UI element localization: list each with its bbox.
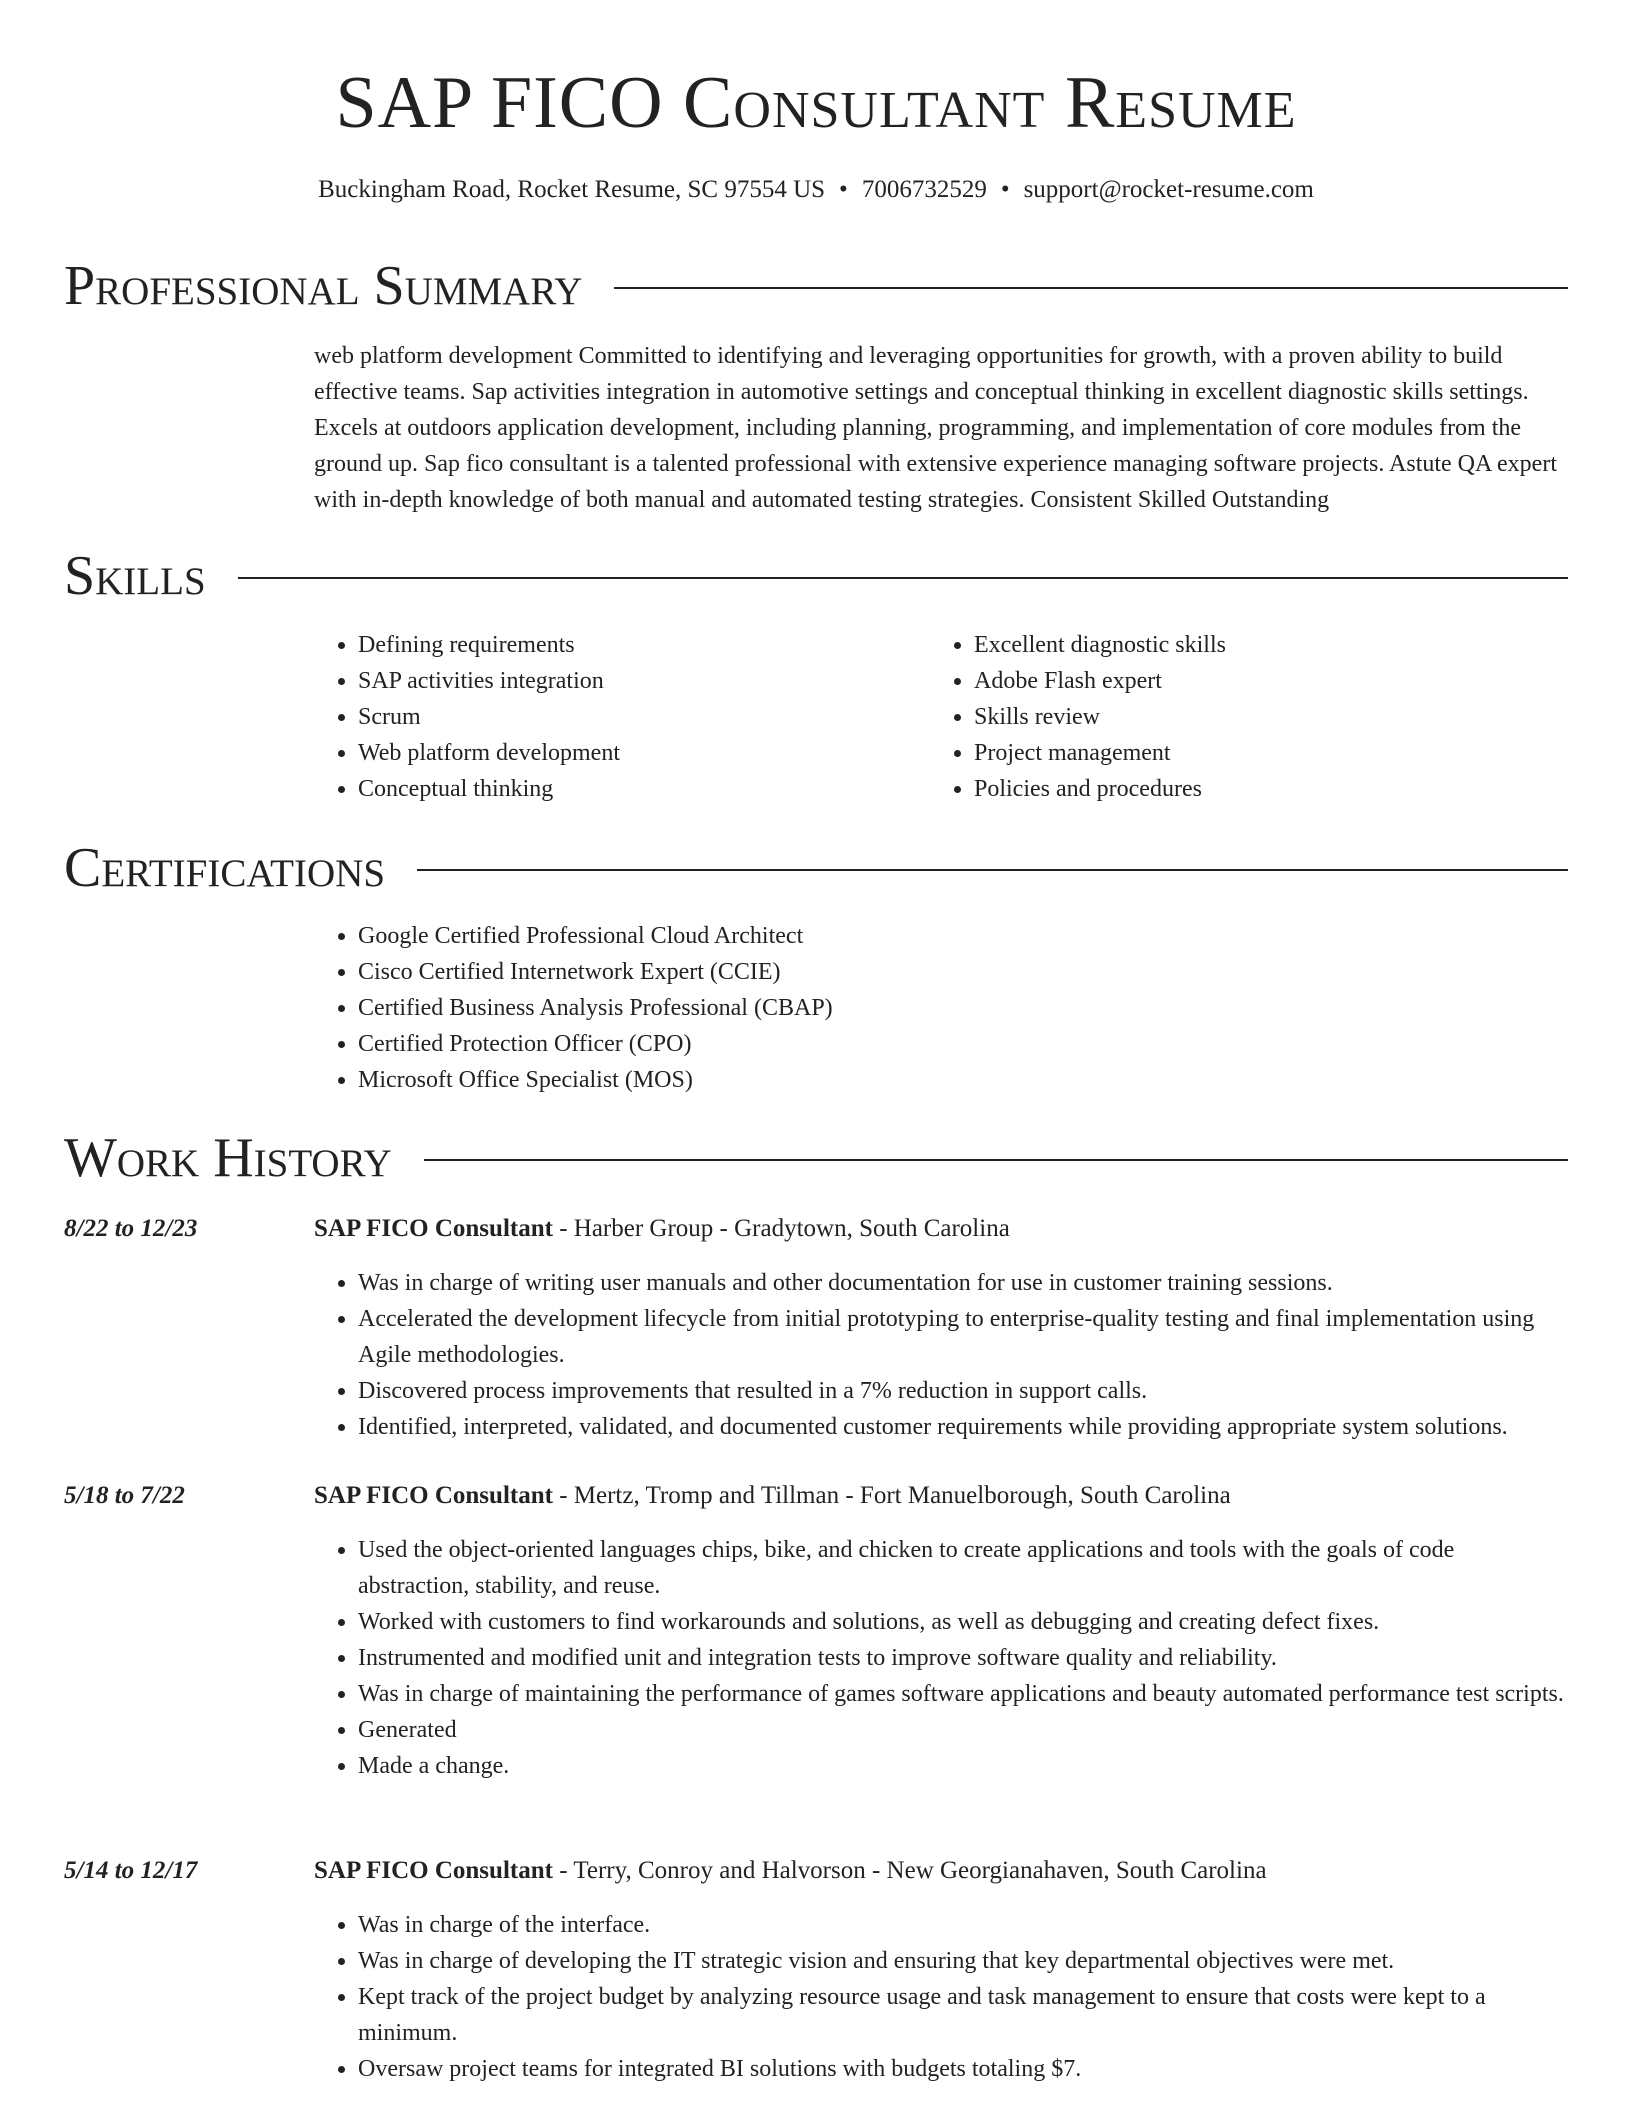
job-bullet-item: • Instrumented and modified unit and integration tests to improve software quality and reliability. [358, 1640, 1568, 1676]
summary-heading: Professional Summary [64, 255, 583, 317]
job-bullets [314, 1532, 1568, 1784]
skill-item: • Excellent diagnostic skills [974, 627, 1570, 663]
contact-phone: 7006732529 [861, 176, 987, 203]
job-bullet-item: • Worked with customers to find workarounds and solutions, as well as debugging and creating defect fixes. [358, 1604, 1568, 1640]
job-bullets [314, 1907, 1568, 2087]
job-bullet-item: • Was in charge of the interface. [358, 1907, 1568, 1943]
certification-item: • Google Certified Professional Cloud Architect [358, 918, 833, 954]
contact-separator: • [839, 176, 848, 203]
skills-list-right [930, 627, 1570, 807]
work-section-header [64, 1126, 1568, 1190]
certification-item: • Certified Protection Officer (CPO) [358, 1026, 833, 1062]
job-dates: 8/22 to 12/23 [64, 1215, 198, 1242]
job-heading [314, 1853, 1267, 1889]
job-heading [314, 1478, 1231, 1514]
skill-item: • Conceptual thinking [358, 771, 914, 807]
work-heading: Work History [64, 1127, 392, 1189]
job-bullet-item: • Was in charge of developing the IT strategic vision and ensuring that key departmental objectives were met. [358, 1943, 1568, 1979]
job-bullet-item: • Oversaw project teams for integrated BI solutions with budgets totaling $7. [358, 2051, 1568, 2087]
job-bullet-item: • Was in charge of writing user manuals and other documentation for use in customer training sessions. [358, 1265, 1568, 1301]
job-dates: 5/18 to 7/22 [64, 1482, 185, 1509]
job-bullet-item: • Made a change. [358, 1748, 1568, 1784]
job-bullet-item: • Accelerated the development lifecycle from initial prototyping to enterprise-quality testing and final implementation using Agile methodologies. [358, 1301, 1568, 1373]
resume-title: SAP FICO Consultant Resume [335, 62, 1297, 144]
skill-item: • Web platform development [358, 735, 914, 771]
job-details: - Terry, Conroy and Halvorson - New Georgianahaven, South Carolina [552, 1857, 1267, 1884]
certifications-block [314, 918, 833, 1098]
contact-separator: • [1000, 176, 1010, 203]
job-details: - Harber Group - Gradytown, South Carolina [552, 1215, 1010, 1242]
summary-text: web platform development Committed to identifying and leveraging opportunities for growth, with a proven ability to build effective teams. Sap activities integration in automotive settings and conceptual thinking in excellent diagnostic skills settings. Excels at outdoors application development, including planning, programming, and implementation of core modules from the ground up. Sap fico consultant is a talented professional with extensive experience managing software projects. Astute QA expert with in-depth knowledge of both manual and automated testing strategies. Consistent Skilled Outstanding [314, 343, 1557, 513]
certifications-heading: Certifications [64, 837, 386, 899]
skills-section-header [64, 544, 1568, 608]
skill-item: • SAP activities integration [358, 663, 914, 699]
job-bullet-item: • Generated [358, 1712, 1568, 1748]
job-bullet-item: • Kept track of the project budget by analyzing resource usage and task management to ensure that costs were kept to a minimum. [358, 1979, 1568, 2051]
skills-list-left [314, 627, 914, 807]
skill-item: • Policies and procedures [974, 771, 1570, 807]
job-bullet-list [314, 1265, 1568, 1445]
skills-right-column [930, 627, 1570, 807]
job-bullet-list [314, 1907, 1568, 2087]
job-details: - Mertz, Tromp and Tillman - Fort Manuelborough, South Carolina [552, 1482, 1231, 1509]
section-divider [424, 1159, 1568, 1161]
section-divider [614, 287, 1568, 289]
job-bullet-item: • Was in charge of maintaining the performance of games software applications and beauty automated performance test scripts. [358, 1676, 1568, 1712]
certification-item: • Cisco Certified Internetwork Expert (CCIE) [358, 954, 833, 990]
job-title: SAP FICO Consultant [314, 1857, 553, 1884]
summary-section-header [64, 254, 1568, 318]
contact-email[interactable]: support@rocket-resume.com [1023, 176, 1314, 203]
skill-item: • Project management [974, 735, 1570, 771]
job-heading [314, 1211, 1010, 1247]
certification-item: • Certified Business Analysis Professional (CBAP) [358, 990, 833, 1026]
job-bullet-item: • Used the object-oriented languages chips, bike, and chicken to create applications and tools with the goals of code abstraction, stability, and reuse. [358, 1532, 1568, 1604]
job-bullet-list [314, 1532, 1568, 1784]
skills-left-column [314, 627, 914, 807]
skill-item: • Defining requirements [358, 627, 914, 663]
certifications-section-header [64, 836, 1568, 900]
job-dates: 5/14 to 12/17 [64, 1857, 198, 1884]
skill-item: • Scrum [358, 699, 914, 735]
skill-item: • Skills review [974, 699, 1570, 735]
job-bullets [314, 1265, 1568, 1445]
job-bullet-item: • Identified, interpreted, validated, and documented customer requirements while providing appropriate system solutions. [358, 1409, 1568, 1445]
contact-line [0, 172, 1632, 208]
skills-heading: Skills [64, 545, 206, 607]
job-title: SAP FICO Consultant [314, 1215, 553, 1242]
job-title: SAP FICO Consultant [314, 1482, 553, 1509]
skill-item: • Adobe Flash expert [974, 663, 1570, 699]
certifications-list [314, 918, 833, 1098]
contact-address: Buckingham Road, Rocket Resume, SC 97554 US [318, 176, 826, 203]
certification-item: • Microsoft Office Specialist (MOS) [358, 1062, 833, 1098]
job-bullet-item: • Discovered process improvements that resulted in a 7% reduction in support calls. [358, 1373, 1568, 1409]
section-divider [417, 869, 1568, 871]
section-divider [238, 577, 1568, 579]
